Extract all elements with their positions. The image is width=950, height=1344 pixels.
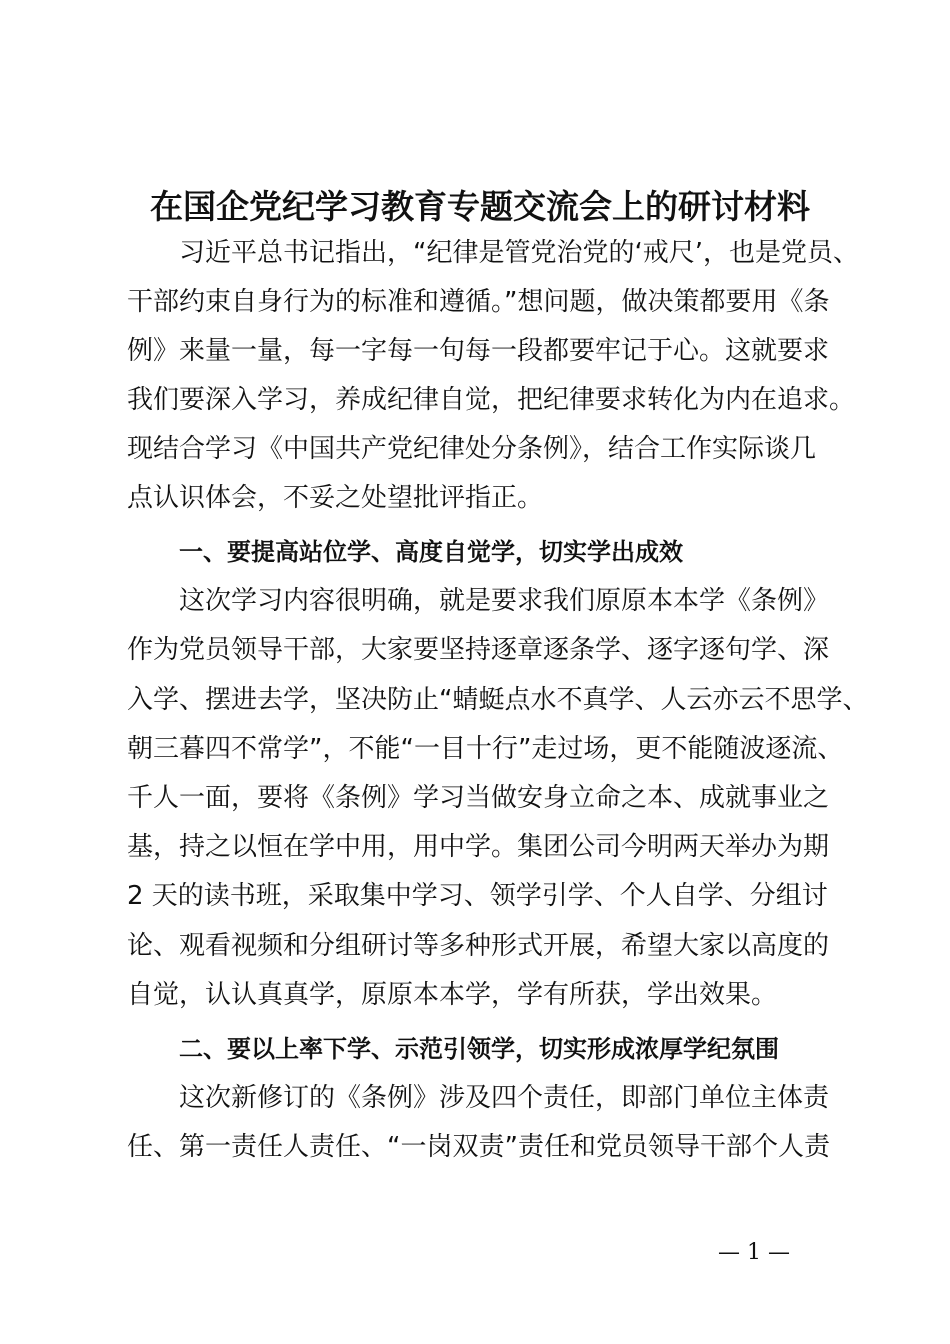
section1-line: 入学、摆进去学，坚决防止“蜻蜓点水不真学、人云亦云不思学、: [127, 685, 869, 715]
section1-line: 自觉，认认真真学，原原本本学，学有所获，学出效果。: [127, 980, 778, 1010]
section1-line: 基，持之以恒在学中用，用中学。集团公司今明两天举办为期: [127, 832, 830, 862]
section1-line: 这次学习内容很明确，就是要求我们原原本本学《条例》: [179, 586, 830, 616]
intro-line: 干部约束自身行为的标准和遵循。”想问题，做决策都要用《条: [127, 287, 830, 317]
section1-line: 作为党员领导干部，大家要坚持逐章逐条学、逐字逐句学、深: [127, 635, 830, 665]
section1-line: 论、观看视频和分组研讨等多种形式开展，希望大家以高度的: [127, 931, 830, 961]
section1-line: 朝三暮四不常学”，不能“一目十行”走过场，更不能随波逐流、: [127, 734, 844, 764]
section-heading-2: 二、要以上率下学、示范引领学，切实形成浓厚学纪氛围: [179, 1035, 779, 1063]
document-title: 在国企党纪学习教育专题交流会上的研讨材料: [150, 187, 810, 226]
intro-line: 点认识体会，不妥之处望批评指正。: [127, 483, 544, 513]
page-number: — 1 —: [718, 1240, 790, 1265]
intro-line: 现结合学习《中国共产党纪律处分条例》，结合工作实际谈几: [127, 434, 817, 464]
section2-line: 任、第一责任人责任、“一岗双责”责任和党员领导干部个人责: [127, 1132, 830, 1162]
intro-line: 习近平总书记指出，“纪律是管党治党的‘戒尺’，也是党员、: [179, 238, 859, 268]
section1-line: 2 天的读书班，采取集中学习、领学引学、个人自学、分组讨: [127, 881, 828, 911]
section-heading-1: 一、要提高站位学、高度自觉学，切实学出成效: [179, 538, 683, 566]
section2-line: 这次新修订的《条例》涉及四个责任，即部门单位主体责: [179, 1083, 830, 1113]
intro-line: 例》来量一量，每一字每一句每一段都要牢记于心。这就要求: [127, 336, 830, 366]
section1-line: 千人一面，要将《条例》学习当做安身立命之本、成就事业之: [127, 783, 830, 813]
intro-line: 我们要深入学习，养成纪律自觉，把纪律要求转化为内在追求。: [127, 385, 856, 415]
